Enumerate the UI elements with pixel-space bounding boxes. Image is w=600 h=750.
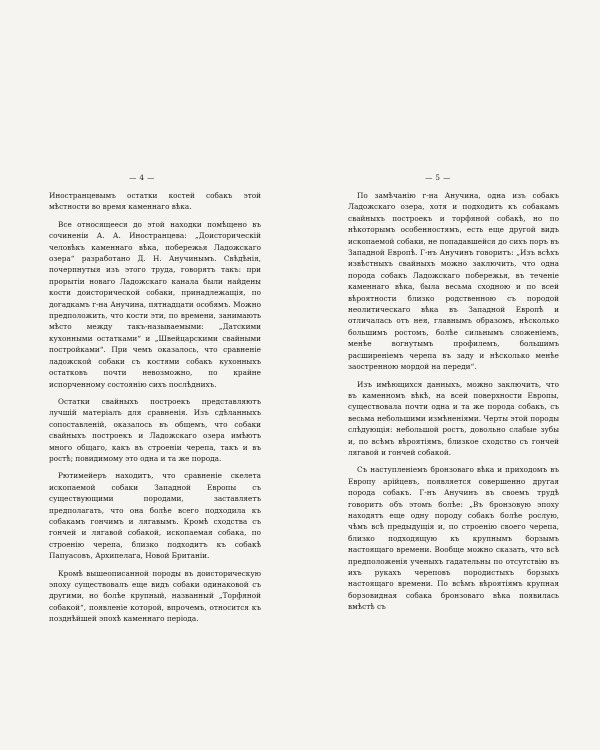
paragraph: По замѣчанію г-на Анучина, одна изъ собакъ Ладожскаго озера, хотя и подходитъ къ собакамъ свайныхъ построекъ и торфяной собакѣ, но по нѣкоторымъ особенностямъ, есть еще другой видъ ископаемой собаки, не попадавшейся до сихъ поръ въ Западной Европѣ. Г-нъ Анучинъ говоритъ: „Изъ всѣхъ извѣстныхъ свайныхъ можно заключить, что одна порода собакъ Ладожскаго побережья, въ теченіе каменнаго вѣка, была весьма сходною и по всей вѣроятности близко родственною съ породой неолитическаго вѣка въ Западной Европѣ и отличалась отъ нея, главнымъ образомъ, нѣсколько большимъ ростомъ, болѣе сильнымъ сложеніемъ, менѣе вогнутымъ профилемъ, большимъ расширеніемъ черепа въ заду и нѣсколько менѣе заостренною мордой на переди“. (348, 191, 559, 372)
page-number: — 4 — (129, 174, 155, 182)
paragraph: Изъ имѣющихся данныхъ, можно заключить, что въ каменномъ вѣкѣ, на всей поверхности Европы, существовала почти одна и та же порода собакъ, съ весьма небольшими измѣненіями. Черты этой породы слѣдующія: небольшой ростъ, довольно слабые зубы и, по всѣмъ вѣроятіямъ, близкое сходство съ гончей лягавой и гончей собакой. (348, 379, 559, 457)
paragraph: Все относящееся до этой находки помѣщено въ сочиненіи А. А. Иностранцева: „Доисторическій человѣкъ каменнаго вѣка, побережья Ладожскаго озера“ разработано Д. Н. Анучинымъ. Свѣдѣнія, почерпнутыя изъ этого труда, говорятъ такъ: при прорытіи новаго Ладожскаго канала были найдены кости доисторической собаки, принадлежащія, по догадкамъ г-на Анучина, пятнадцати особямъ. Можно предположить, что кости эти, по времени, занимають мѣсто между такъ-называемыми: „Датскими кухонными остатками“ и „Швейцарскими свайными постройками“. При чемъ оказалось, что сравненіе ладожской собаки съ костями собакъ кухонныхъ остатковъ почти невозможно, по крайне испорченному состоянію сихъ послѣднихъ. (49, 219, 261, 389)
paragraph: Иностранцевымъ остатки костей собакъ этой мѣстности во время каменнаго вѣка. (49, 191, 261, 212)
paragraph: Съ наступленіемъ бронзоваго вѣка и приходомъ въ Европу арійцевъ, появляется совершенно другая порода собакъ. Г-нъ Анучинъ въ своемъ трудѣ говоритъ объ этомъ болѣе: „Въ бронзовую эпоху находятъ еще одну породу собакъ болѣе рослую, чѣмъ всѣ предыдущія и, по строенію своего черепа, близко подходящую къ крупнымъ борзымъ настоящаго времени. Вообще можно сказать, что всѣ предположенія ученыхъ гадательны по отсутствію въ ихъ рукахъ череповъ породистыхъ борзыхъ настоящаго времени. По всѣмъ вѣроятіямъ крупная борзовидная собака бронзоваго вѣка появилась вмѣстѣ съ (348, 465, 559, 612)
page-text (348, 190, 559, 619)
paragraph: Кромѣ вышеописанной породы въ доисторическую эпоху существовалъ еще видъ собаки одинаковой съ другими, но болѣе крупный, названный „Торфяной собакой“, появленіе которой, впрочемъ, относится къ позднѣйшей эпохѣ каменнаго періода. (49, 568, 261, 624)
page-number: — 5 — (425, 174, 451, 182)
paragraph: Рютимейеръ находитъ, что сравненіе скелета ископаемой собаки Западной Европы съ существующими породами, заставляетъ предполагать, что она болѣе всего подходила къ собакамъ гончимъ и лягавымъ. Кромѣ сходства съ гончей и лягавой собакой, ископаемая собака, по строенію черепа, близко подходитъ къ собакѣ Папуасовъ, Архипелага, Новой Британіи. (49, 471, 261, 561)
paragraph: Остатки свайныхъ построекъ представляютъ лучшій матеріалъ для сравненія. Изъ сдѣланныхъ сопоставленій, оказалось въ общемъ, что собаки свайныхъ построекъ и Ладожскаго озера имѣютъ много общаго, какъ въ строеніи черепа, такъ и въ ростѣ; повидимому это одна и та же порода. (49, 396, 261, 463)
page-text (49, 190, 261, 631)
right-page (300, 0, 600, 750)
